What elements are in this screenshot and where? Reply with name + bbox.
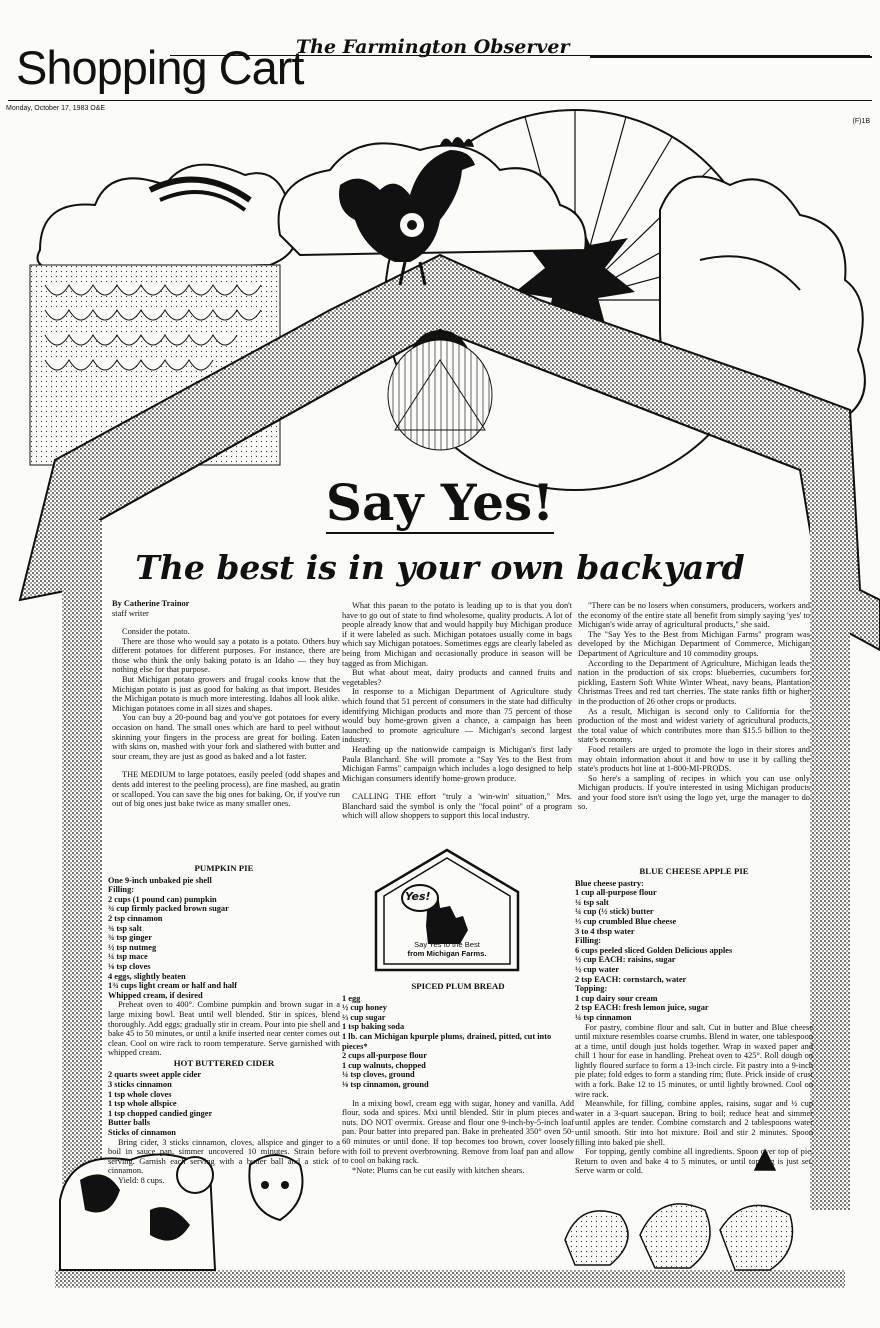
recipe-title: PUMPKIN PIE <box>194 863 254 873</box>
paragraph: Food retailers are urged to promote the logo in their stores and may obtain information about it and how to use it by calling the state's products hot line at 1-800-MI-PRODS. <box>578 744 810 774</box>
ingredient: 1 lb. can Michigan kpurple plums, drained, pitted, cut into pieces* <box>342 1031 552 1051</box>
article-column-3 <box>578 601 810 812</box>
recipe-directions: For pastry, combine flour and salt. Cut in butter and Blue cheese until mixture resembles coarse crumbs. Blend in water, one tablespoon at a time, until dough just holds together. Wrap in waxed paper and chill 1 hour for ease in handling. Preheat oven to 425°. Roll dough on lightly floured surface to form a 13-inch circle. Fit pastry into a 9-inch pie plate; fold edges to form a standing rim; flute. Prick inside of crust with a fork. Bake 12 to 15 minutes, or until lightly browned. Cool on wire rack. <box>575 1022 813 1099</box>
ingredient: Sticks of cinnamon <box>108 1128 176 1138</box>
ingredient: Butter balls <box>108 1118 150 1128</box>
recipe-directions: Meanwhile, for filling, combine apples, raisins, sugar and ½ cup water in a 3-quart saucepan. Bring to boil; reduce heat and simmer until apples are tender. Combine cornstarch and 2 tablespoons water until smooth. Stir into hot mixture. Boil and stir 2 minutes. Spoon filling into baked pie shell. <box>575 1099 813 1147</box>
headline <box>0 473 880 532</box>
byline <box>112 599 189 618</box>
paragraph: There are those who would say a potato is a potato. Others buy different potatoes for different purposes. For instance, there are those who think the only baking potato is an Idaho — they buy nothing else for that purpose. <box>112 636 340 675</box>
ingredient: ⅓ cup crumbled Blue cheese <box>575 916 677 926</box>
article-column-1 <box>112 627 340 809</box>
ingredient: ¾ cup firmly packed brown sugar <box>108 904 229 914</box>
ingredient: ¾ tsp ginger <box>108 933 152 943</box>
paragraph: As a result, Michigan is second only to California for the production of the most and widest variety of agricultural products, the total value of which contributes more than $15.5 billion to the state's economy. <box>578 706 810 745</box>
logo-yes: Yes! <box>405 890 431 903</box>
paragraph: CALLING THE effort "truly a 'win-win' situation," Mrs. Blanchard said the symbol is only the "focal point" of a program which will allow shoppers to support this local industry. <box>342 792 572 821</box>
recipe-spiced-plum-bread <box>342 982 574 1175</box>
paragraph: What this paean to the potato is leading up to is that you don't have to go out of state to find wholesome, quality products. A lot of people already know that and would happily buy Michigan produce if it were labeled as such. Michigan potatoes usually come in bags which say Michigan potatoes. Sometimes eggs are clearly labeled as being from Michigan and occasionally produce in season will be tagged as from Michigan. <box>342 601 572 668</box>
ingredient: ¼ tsp cinnamon <box>575 1012 632 1022</box>
recipe-pumpkin-pie <box>108 864 340 1186</box>
ingredient: ⅛ tsp cinnamon, ground <box>342 1079 429 1089</box>
ingredient: ¾ tsp salt <box>108 923 142 933</box>
ingredient: 2 tsp EACH: cornstarch, water <box>575 974 687 984</box>
date-line: Monday, October 17, 1983 O&E <box>6 105 106 112</box>
ingredient-list <box>342 994 574 1090</box>
masthead-rule-right <box>590 56 872 58</box>
ingredient: 1 tsp chopped candied ginger <box>108 1108 213 1118</box>
ingredient: ½ cup EACH: raisins, sugar <box>575 955 676 965</box>
cloud-left <box>38 165 297 270</box>
ingredient: ¼ tsp mace <box>108 952 148 962</box>
ingredient: 2 tsp EACH: fresh lemon juice, sugar <box>575 1003 709 1013</box>
ingredient-list <box>108 876 340 1001</box>
barn-wall-left <box>62 520 102 1220</box>
recipe-blue-cheese-apple-pie <box>575 867 813 1176</box>
paragraph: But what about meat, dairy products and canned fruits and vegetables? <box>342 668 572 687</box>
ingredient: Whipped cream, if desired <box>108 990 203 1000</box>
ingredient: Blue cheese pastry: <box>575 878 644 888</box>
ingredient: ¼ tsp salt <box>575 897 609 907</box>
paragraph: In response to a Michigan Department of Agriculture study which found that 51 percent of consumers in the state had difficulty identifying Michigan products and more than 75 percent of those would buy home-grown given a chance, a campaign has been launched to promote agriculture — Michigan's second largest industry. <box>342 687 572 745</box>
recipe-directions: Bring cider, 3 sticks cinnamon, cloves, allspice and ginger to a boil in sauce pan, simmer uncovered 10 minutes. Strain before serving. Garnish each serving with a butter ball and a stick of cinnamon. <box>108 1137 340 1176</box>
ingredient: ½ cup water <box>575 964 619 974</box>
article-column-2 <box>342 601 572 821</box>
ingredient: ½ cup honey <box>342 1003 387 1013</box>
logo-line-1: Say Yes to the Best <box>414 940 480 949</box>
ingredient: ¼ cup (½ stick) butter <box>575 907 654 917</box>
logo-line-2: from Michigan Farms. <box>407 949 487 958</box>
ingredient: Filling: <box>575 936 602 946</box>
page-number: (F)1B <box>852 118 870 125</box>
logo-tagline <box>392 940 502 958</box>
barn-ground <box>55 1270 845 1288</box>
ingredient: ¼ tsp cloves, ground <box>342 1070 415 1080</box>
masthead-rule-bottom <box>8 100 872 101</box>
paragraph: Consider the potato. <box>122 627 190 636</box>
ingredient: 1 tsp whole cloves <box>108 1089 172 1099</box>
paragraph: But Michigan potato growers and frugal cooks know that the Michigan potato is just as good for baking as that import. Besides the Michigan potato is much more interesting. Idahos all look alike. Michigan potatoes come in all sizes and shapes. <box>112 674 340 713</box>
ingredient: One 9-inch unbaked pie shell <box>108 875 212 885</box>
ingredient: 1 tsp baking soda <box>342 1022 405 1032</box>
recipe-note: *Note: Plums can be cut easily with kitchen shears. <box>352 1165 525 1175</box>
ingredient: 3 to 4 tbsp water <box>575 926 635 936</box>
ingredient: ⅛ tsp cloves <box>108 961 151 971</box>
ingredient: 1 cup dairy sour cream <box>575 993 658 1003</box>
paragraph: You can buy a 20-pound bag and you've got potatoes for every occasion on hand. The small ones which are hard to peel without skinning your fingers in the process are great for boiling. Eaten with skins on, mashed with your fork and slathered with butter and sour cream, they are just as good as baked and a lot faster. <box>112 713 340 761</box>
recipe-title: SPICED PLUM BREAD <box>411 981 505 991</box>
ingredient: 6 cups peeled sliced Golden Delicious apples <box>575 945 733 955</box>
section-title: Shopping Cart <box>16 41 304 94</box>
byline-role: staff writer <box>112 608 149 618</box>
recipe-title: BLUE CHEESE APPLE PIE <box>639 866 749 876</box>
newspaper-name: The Farmington Observer <box>296 36 570 58</box>
ingredient: 1 cup all-purpose flour <box>575 888 657 898</box>
ingredient: ½ tsp nutmeg <box>108 942 157 952</box>
ingredient-list <box>108 1070 340 1137</box>
ingredient: 4 eggs, slightly beaten <box>108 971 186 981</box>
say-yes-logo <box>368 846 526 972</box>
paragraph: Heading up the nationwide campaign is Michigan's first lady Paula Blanchard. She will promote a "Say Yes to the Best from Michigan Farms" campaign which includes a logo designed to help Michigan consumers identify home-grown produce. <box>342 744 572 783</box>
ingredient: 2 tsp cinnamon <box>108 913 163 923</box>
ingredient: 2 cups all-purpose flour <box>342 1051 427 1061</box>
paragraph: So here's a sampling of recipes in which you can use only Michigan products. If you're interested in using Michigan products and your food store isn't using the logo yet, urge the manager to do so. <box>578 773 810 812</box>
recipe-directions: Preheat oven to 400°. Combine pumpkin and brown sugar in a large mixing bowl. Beat until well blended. Stir in spices, blend thoroughly. Add eggs; gradually stir in cream. Pour into pie shell and bake 45 to 50 minutes, or until a knife inserted near center comes out clean. Cool on wire rack to room temperature. Serve garnished with whipped cream. <box>108 1000 340 1058</box>
ingredient: 1¾ cups light cream or half and half <box>108 981 238 991</box>
paragraph: The "Say Yes to the Best from Michigan Farms" program was developed by the Michigan Department of Commerce, Michigan Department of Agriculture and 10 commodity groups. <box>578 629 810 658</box>
recipe-title: HOT BUTTERED CIDER <box>173 1057 275 1068</box>
paragraph: "There can be no losers when consumers, producers, workers and the economy of the entire state all benefit from simply saying 'yes' to Michigan's wide array of agricultural products," she said. <box>578 601 810 630</box>
ingredient: 2 quarts sweet apple cider <box>108 1070 202 1080</box>
ingredient: 1 egg <box>342 993 361 1003</box>
headline-text: Say Yes! <box>325 473 555 532</box>
recipe-yield: Yield: 8 cups. <box>118 1176 165 1185</box>
paragraph: According to the Department of Agriculture, Michigan leads the nation in the production of six crops: blueberries, cucumbers for pickling, Eastern Soft White Winter Wheat, navy beans, Plantation Christmas Trees and red tart cherries. The state ranks fifth or higher in the production of 26 other crops or products. <box>578 658 810 706</box>
ingredient: 1 cup walnuts, chopped <box>342 1060 426 1070</box>
recipe-directions: For topping, gently combine all ingredients. Spoon over top of pie. Return to oven and bake 4 to 5 minutes, or until topping is just set. Serve warm or cold. <box>575 1147 813 1176</box>
ingredient: Topping: <box>575 984 608 994</box>
recipe-directions: In a mixing bowl, cream egg with sugar, honey and vanilla. Add flour, soda and spices. Mxi until blended. Stir in plum pieces and nuts. DO NOT overmix. Grease and flour one 9-inch-by-5-inch loaf pan. Pour batter into prepared pan. Bake in preheated 350° oven 50-60 minutes or until done. If top becomes too brown, cover loosely with foil to prevent overbrowning. Remove from loaf pan and allow to cool on baking rack. <box>342 1098 574 1166</box>
ingredient: 1 tsp whole allspice <box>108 1099 177 1109</box>
byline-author: By Catherine Trainor <box>112 599 190 608</box>
ingredient: ⅔ cup sugar <box>342 1012 386 1022</box>
ingredient: 3 sticks cinnamon <box>108 1080 172 1090</box>
paragraph: THE MEDIUM to large potatoes, easily peeled (odd shapes and dents add interest to the peeling process), are fine mashed, au gratin or scalloped. You can save the big ones for baking. Or, if you've run out of big ones just bake twice as many smaller ones. <box>112 770 340 809</box>
ingredient: 2 cups (1 pound can) pumpkin <box>108 894 217 904</box>
ingredient-list <box>575 879 813 1023</box>
ingredient: Filling: <box>108 885 135 895</box>
subheadline: The best is in your own backyard <box>135 548 745 587</box>
